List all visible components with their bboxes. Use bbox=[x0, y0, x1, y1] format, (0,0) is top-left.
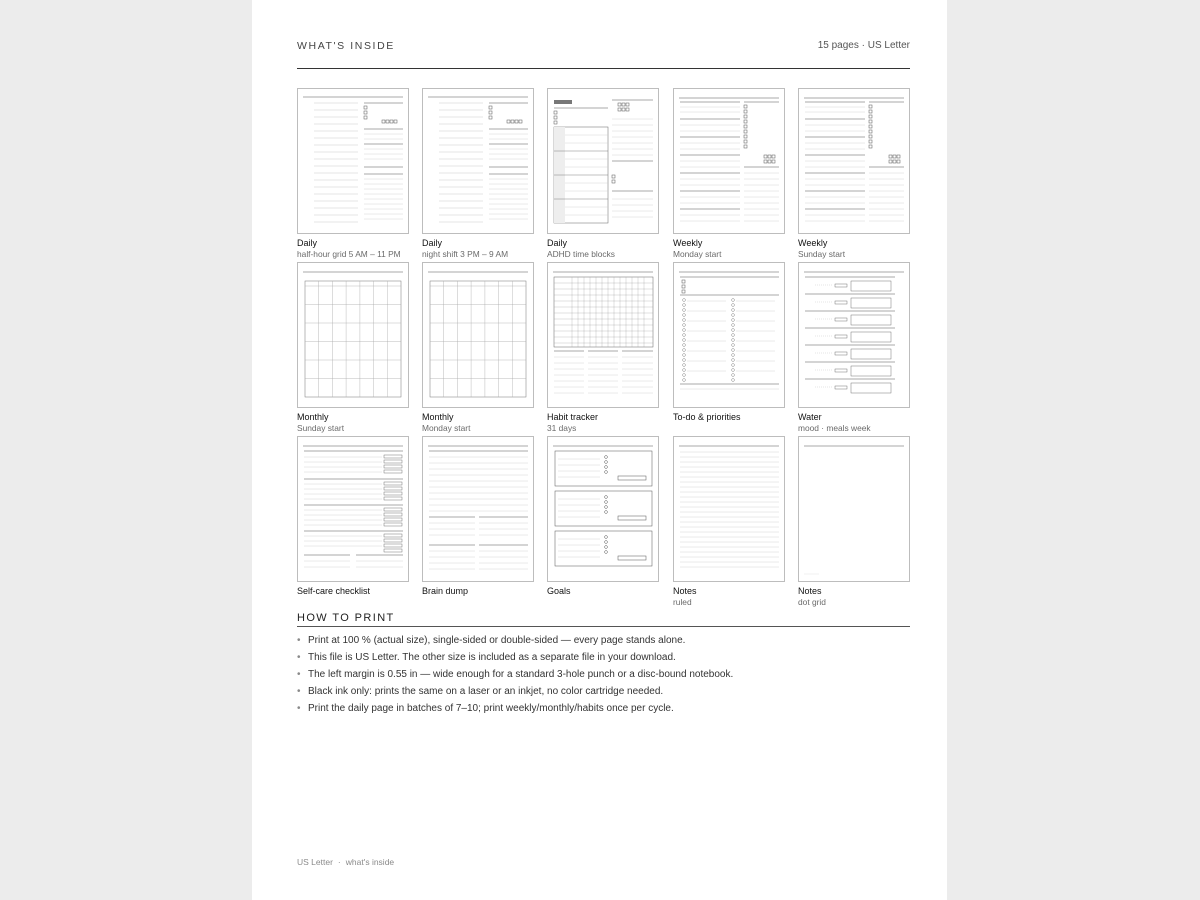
thumb-goals bbox=[547, 436, 659, 597]
thumb-monthly-sunday bbox=[297, 262, 409, 433]
thumb-weekly-monday bbox=[673, 88, 785, 259]
water-tracker-preview-icon bbox=[798, 262, 910, 408]
thumb-notes-dotgrid bbox=[798, 436, 910, 607]
thumb-water bbox=[798, 262, 910, 433]
footer-separator: · bbox=[337, 857, 341, 867]
page-variant: 31 days bbox=[547, 423, 577, 433]
page-variant: Monday start bbox=[422, 423, 471, 433]
page-name: Weekly bbox=[673, 238, 703, 248]
page-variant: night shift 3 PM – 9 AM bbox=[422, 249, 509, 259]
list-item: • The left margin is 0.55 in — wide enough for a standard 3-hole punch or a disc-bound notebook. bbox=[297, 666, 910, 683]
page-variant: Monday start bbox=[673, 249, 722, 259]
footer-size: US Letter bbox=[297, 857, 333, 867]
thumb-daily-halfhour bbox=[297, 88, 409, 259]
section-heading: HOW TO PRINT bbox=[297, 612, 910, 627]
page-name: Water bbox=[798, 412, 822, 422]
page-name: Monthly bbox=[297, 412, 329, 422]
list-item: • Black ink only: prints the same on a laser or an inkjet, no color cartridge needed. bbox=[297, 683, 910, 700]
page-name: Notes bbox=[798, 586, 822, 596]
ruled-notes-preview-icon bbox=[673, 436, 785, 582]
thumb-daily-adhd bbox=[547, 88, 659, 259]
page-footer bbox=[297, 857, 394, 867]
page-variant: ruled bbox=[673, 597, 692, 607]
weekly-planner-preview-icon bbox=[673, 88, 785, 234]
page-name: To-do & priorities bbox=[673, 412, 741, 422]
thumb-weekly-sunday bbox=[798, 88, 910, 259]
page-name: Brain dump bbox=[422, 586, 469, 596]
list-item: • Print the daily page in batches of 7–10; print weekly/monthly/habits once per cycle. bbox=[297, 700, 910, 717]
page-variant: Sunday start bbox=[798, 249, 846, 259]
print-instructions-list bbox=[297, 632, 910, 717]
page-name: Goals bbox=[547, 586, 571, 596]
page-name: Daily bbox=[547, 238, 568, 248]
page-name: Daily bbox=[297, 238, 318, 248]
footer-section: what's inside bbox=[345, 857, 395, 867]
page-variant: half-hour grid 5 AM – 11 PM bbox=[297, 249, 401, 259]
page-header bbox=[297, 40, 910, 69]
page-name: Notes bbox=[673, 586, 697, 596]
monthly-calendar-preview-icon bbox=[297, 262, 409, 408]
brain-dump-preview-icon bbox=[422, 436, 534, 582]
page-name: Weekly bbox=[798, 238, 828, 248]
page-variant: dot grid bbox=[798, 597, 826, 607]
thumb-daily-nightshift bbox=[422, 88, 534, 259]
daily-timeblock-preview-icon bbox=[547, 88, 659, 234]
monthly-calendar-preview-icon bbox=[422, 262, 534, 408]
habit-grid-preview-icon bbox=[547, 262, 659, 408]
page-variant: Sunday start bbox=[297, 423, 345, 433]
page-name: Daily bbox=[422, 238, 443, 248]
daily-planner-preview-icon bbox=[297, 88, 409, 234]
thumb-habit-tracker bbox=[547, 262, 659, 433]
page-name: Habit tracker bbox=[547, 412, 599, 422]
weekly-planner-preview-icon bbox=[798, 88, 910, 234]
page-name: Self-care checklist bbox=[297, 586, 371, 596]
goals-preview-icon bbox=[547, 436, 659, 582]
todo-list-preview-icon bbox=[673, 262, 785, 408]
daily-planner-preview-icon bbox=[422, 88, 534, 234]
selfcare-checklist-preview-icon bbox=[297, 436, 409, 582]
list-item: • This file is US Letter. The other size is included as a separate file in your download. bbox=[297, 649, 910, 666]
how-to-print-section bbox=[297, 612, 910, 717]
thumb-brain-dump bbox=[422, 436, 534, 597]
list-item: • Print at 100 % (actual size), single-sided or double-sided — every page stands alone. bbox=[297, 632, 910, 649]
page-count-label: 15 pages · US Letter bbox=[817, 40, 910, 51]
thumb-notes-ruled bbox=[673, 436, 785, 607]
page-variant: ADHD time blocks bbox=[547, 249, 615, 259]
thumb-monthly-monday bbox=[422, 262, 534, 433]
page-title: WHAT'S INSIDE bbox=[297, 40, 395, 52]
page-name: Monthly bbox=[422, 412, 454, 422]
page-variant: mood · meals week bbox=[798, 423, 871, 433]
thumb-todo-priorities bbox=[673, 262, 785, 423]
thumb-selfcare bbox=[297, 436, 409, 597]
dot-grid-preview-icon bbox=[798, 436, 910, 582]
document-page bbox=[252, 0, 947, 900]
